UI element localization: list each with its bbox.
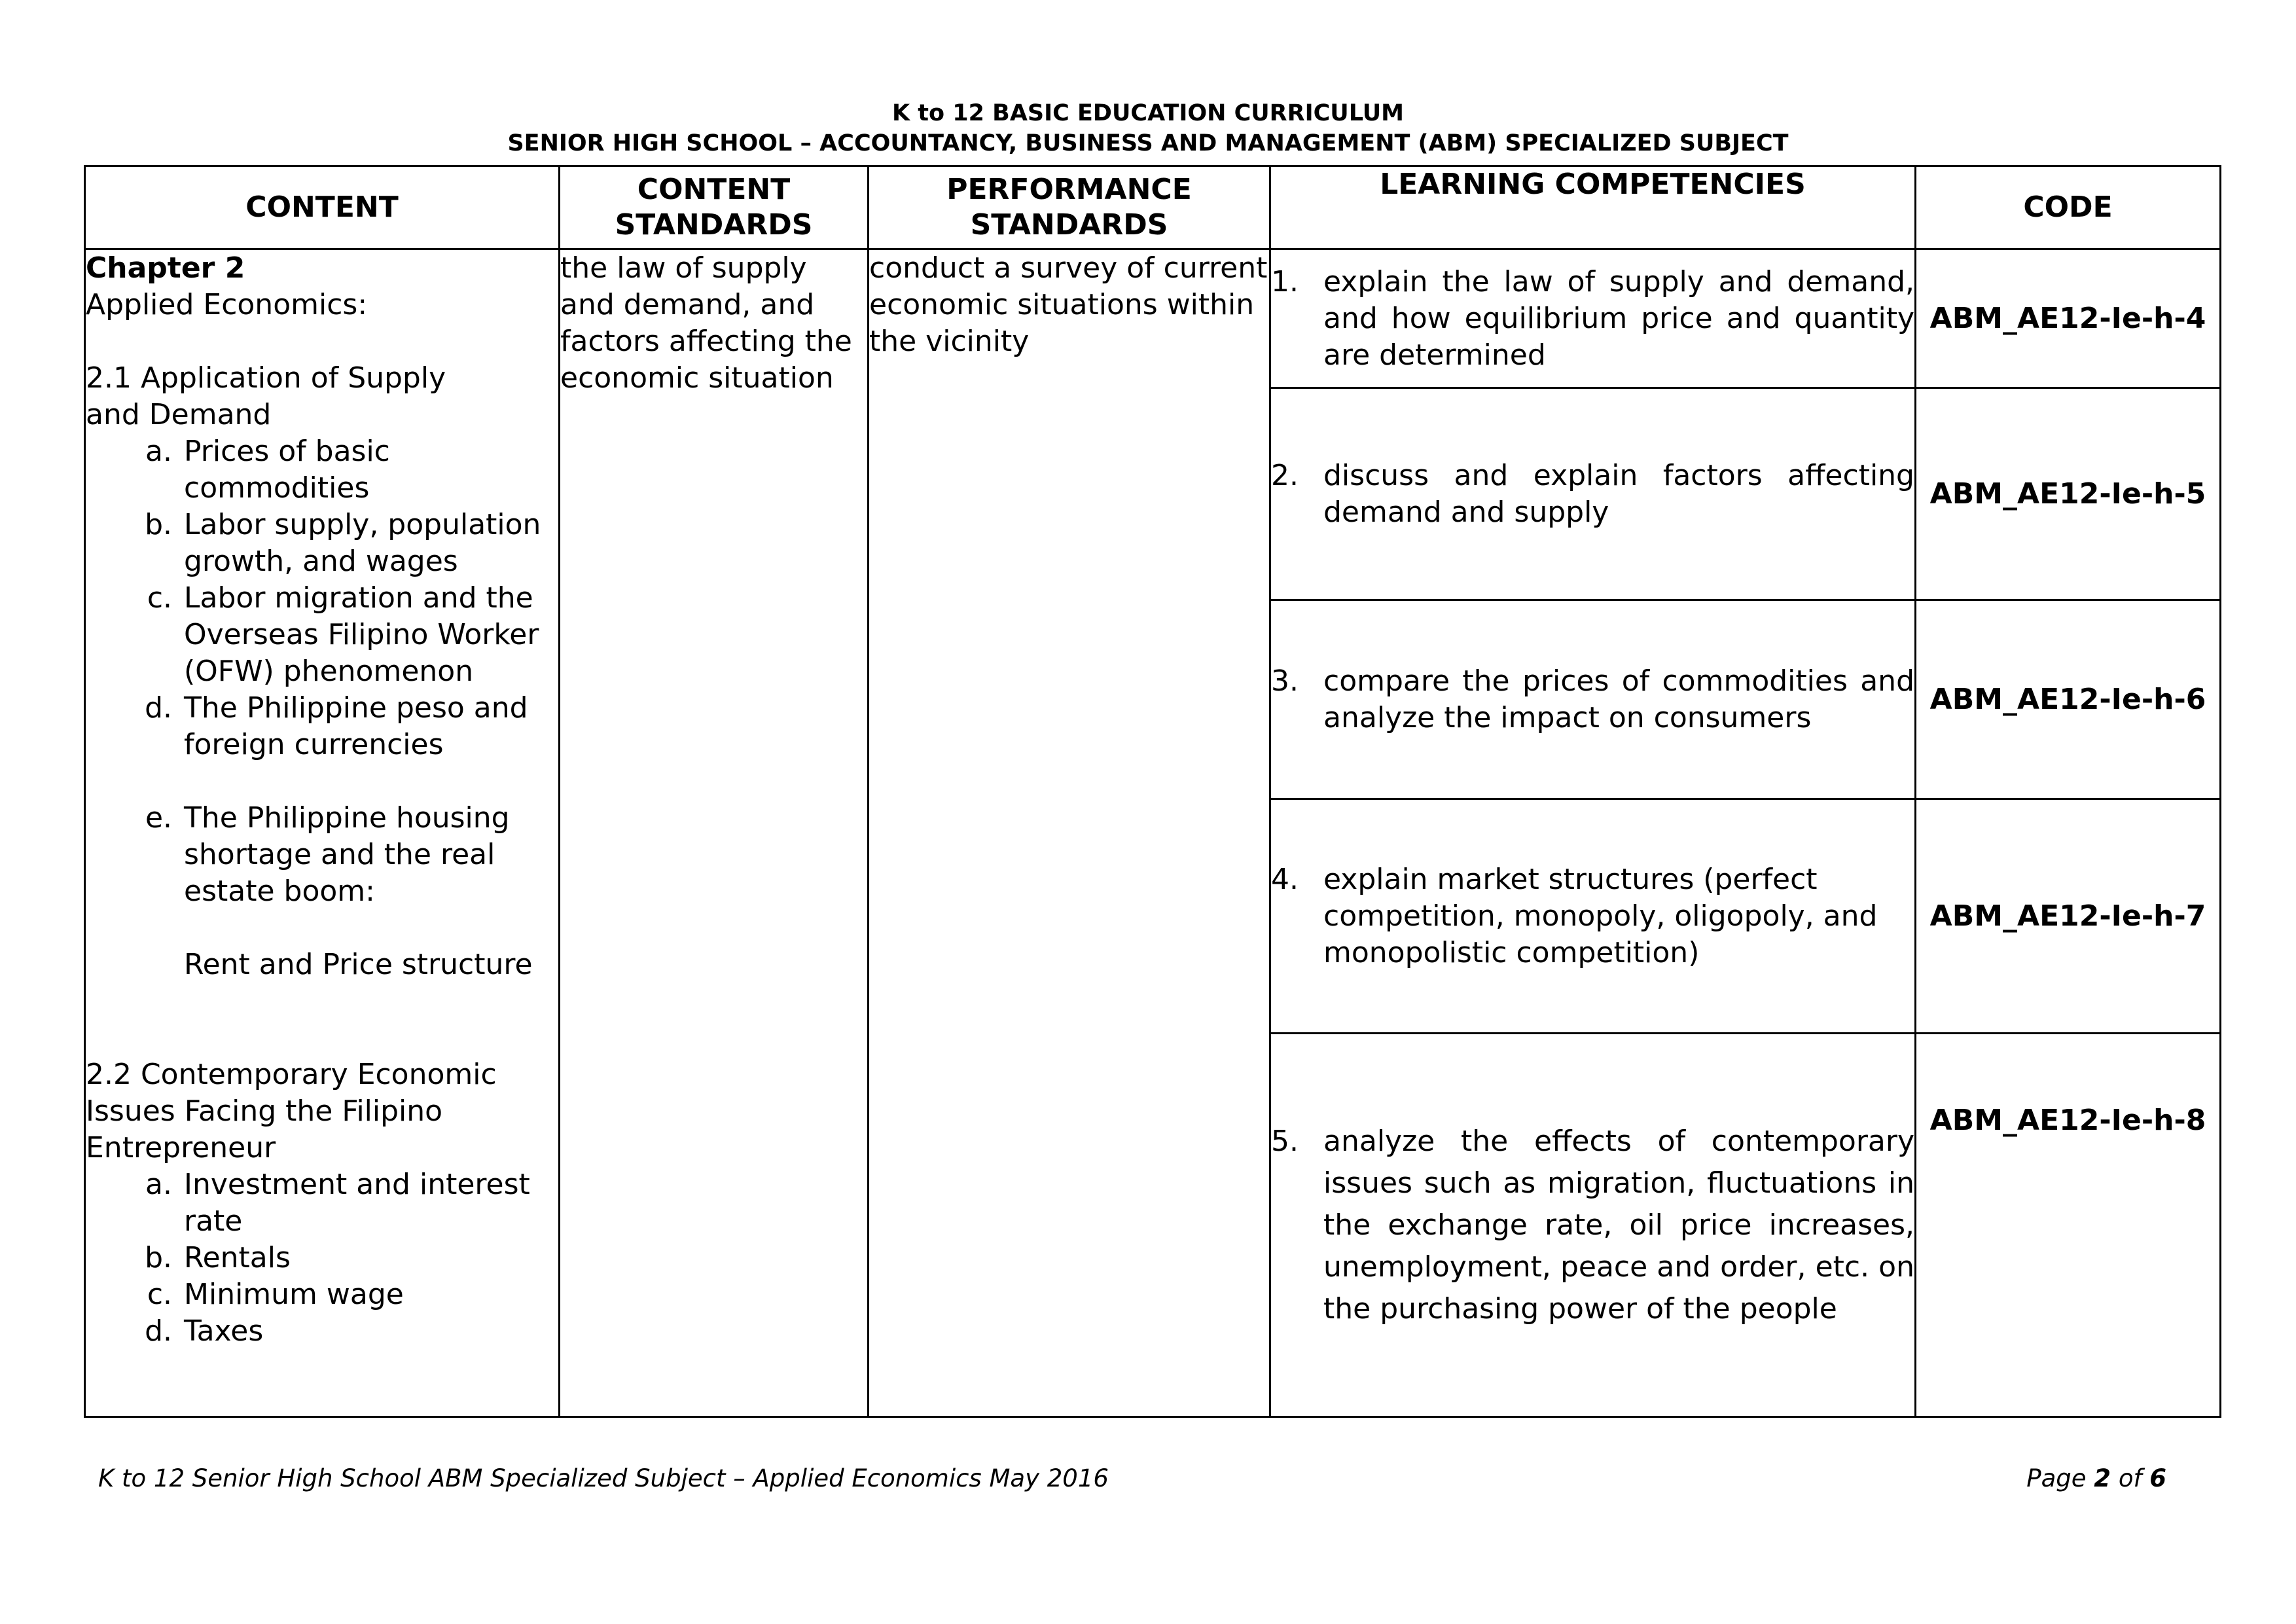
competency-cell: 3. compare the prices of commodities and analyze the impact on consumers — [1270, 600, 1916, 799]
competency-cell: 5. analyze the effects of contemporary issues such as migration, fluctuations in the exchange rate, oil price increases, unemployment, peace and order, etc. on the purchasing power of the people — [1270, 1034, 1916, 1417]
col-header-content-standards: CONTENT STANDARDS — [560, 166, 869, 249]
list-item: c. Labor migration and the Overseas Filipino Worker (OFW) phenomenon — [147, 581, 539, 688]
code-cell: ABM_AE12-Ie-h-8 — [1916, 1034, 2221, 1417]
competency-cell: 1. explain the law of supply and demand, and how equilibrium price and quantity are determined — [1270, 249, 1916, 388]
section-heading: 2.2 Contemporary Economic — [86, 1058, 497, 1091]
content-cell — [85, 249, 560, 1417]
list-item: d. Taxes — [145, 1314, 264, 1348]
subject-label: Applied Economics: — [86, 288, 368, 321]
list-item: b. Rentals — [145, 1241, 291, 1274]
list-item: Rent and Price structure — [184, 948, 533, 981]
list-item: a. Investment and interest rate — [145, 1168, 530, 1238]
footer-document-title: K to 12 Senior High School ABM Specialized Subject – Applied Economics May 2016 — [98, 1464, 1109, 1492]
topic-list — [86, 1166, 558, 1350]
list-item: e. The Philippine housing shortage and the real estate boom: — [145, 801, 510, 908]
code-cell: ABM_AE12-Ie-h-4 — [1916, 249, 2221, 388]
col-header-learning-competencies: LEARNING COMPETENCIES — [1270, 166, 1916, 249]
col-header-content: CONTENT — [85, 166, 560, 249]
table-row — [85, 249, 2221, 388]
curriculum-title: K to 12 BASIC EDUCATION CURRICULUM — [891, 100, 1405, 126]
list-item: a. Prices of basic commodities — [145, 435, 390, 505]
code-cell: ABM_AE12-Ie-h-6 — [1916, 600, 2221, 799]
list-item: d. The Philippine peso and foreign currencies — [145, 691, 528, 761]
section-heading: Issues Facing the Filipino — [86, 1094, 443, 1128]
content-standards-cell: the law of supply and demand, and factors affecting the economic situation — [560, 249, 869, 1417]
competency-cell: 4. explain market structures (perfect competition, monopoly, oligopoly, and monopolistic competition) — [1270, 799, 1916, 1034]
col-header-code: CODE — [1916, 166, 2221, 249]
list-item: b. Labor supply, population growth, and wages — [145, 508, 541, 578]
curriculum-subtitle: SENIOR HIGH SCHOOL – ACCOUNTANCY, BUSINESS AND MANAGEMENT (ABM) SPECIALIZED SUBJECT — [507, 130, 1789, 156]
code-cell: ABM_AE12-Ie-h-7 — [1916, 799, 2221, 1034]
chapter-label: Chapter 2 — [86, 251, 245, 285]
competency-cell: 2. discuss and explain factors affecting demand and supply — [1270, 388, 1916, 600]
performance-standards-cell: conduct a survey of current economic situations within the vicinity — [869, 249, 1270, 1417]
list-item: c. Minimum wage — [147, 1278, 404, 1311]
section-heading: Entrepreneur — [86, 1131, 276, 1164]
topic-list — [86, 433, 558, 983]
curriculum-table — [84, 165, 2221, 1418]
section-heading: 2.1 Application of Supply — [86, 361, 446, 395]
section-heading: and Demand — [86, 398, 272, 431]
table-header-row — [85, 166, 2221, 249]
footer-page-number: Page 2 of 6 — [2026, 1464, 2166, 1492]
code-cell: ABM_AE12-Ie-h-5 — [1916, 388, 2221, 600]
col-header-performance-standards: PERFORMANCE STANDARDS — [869, 166, 1270, 249]
